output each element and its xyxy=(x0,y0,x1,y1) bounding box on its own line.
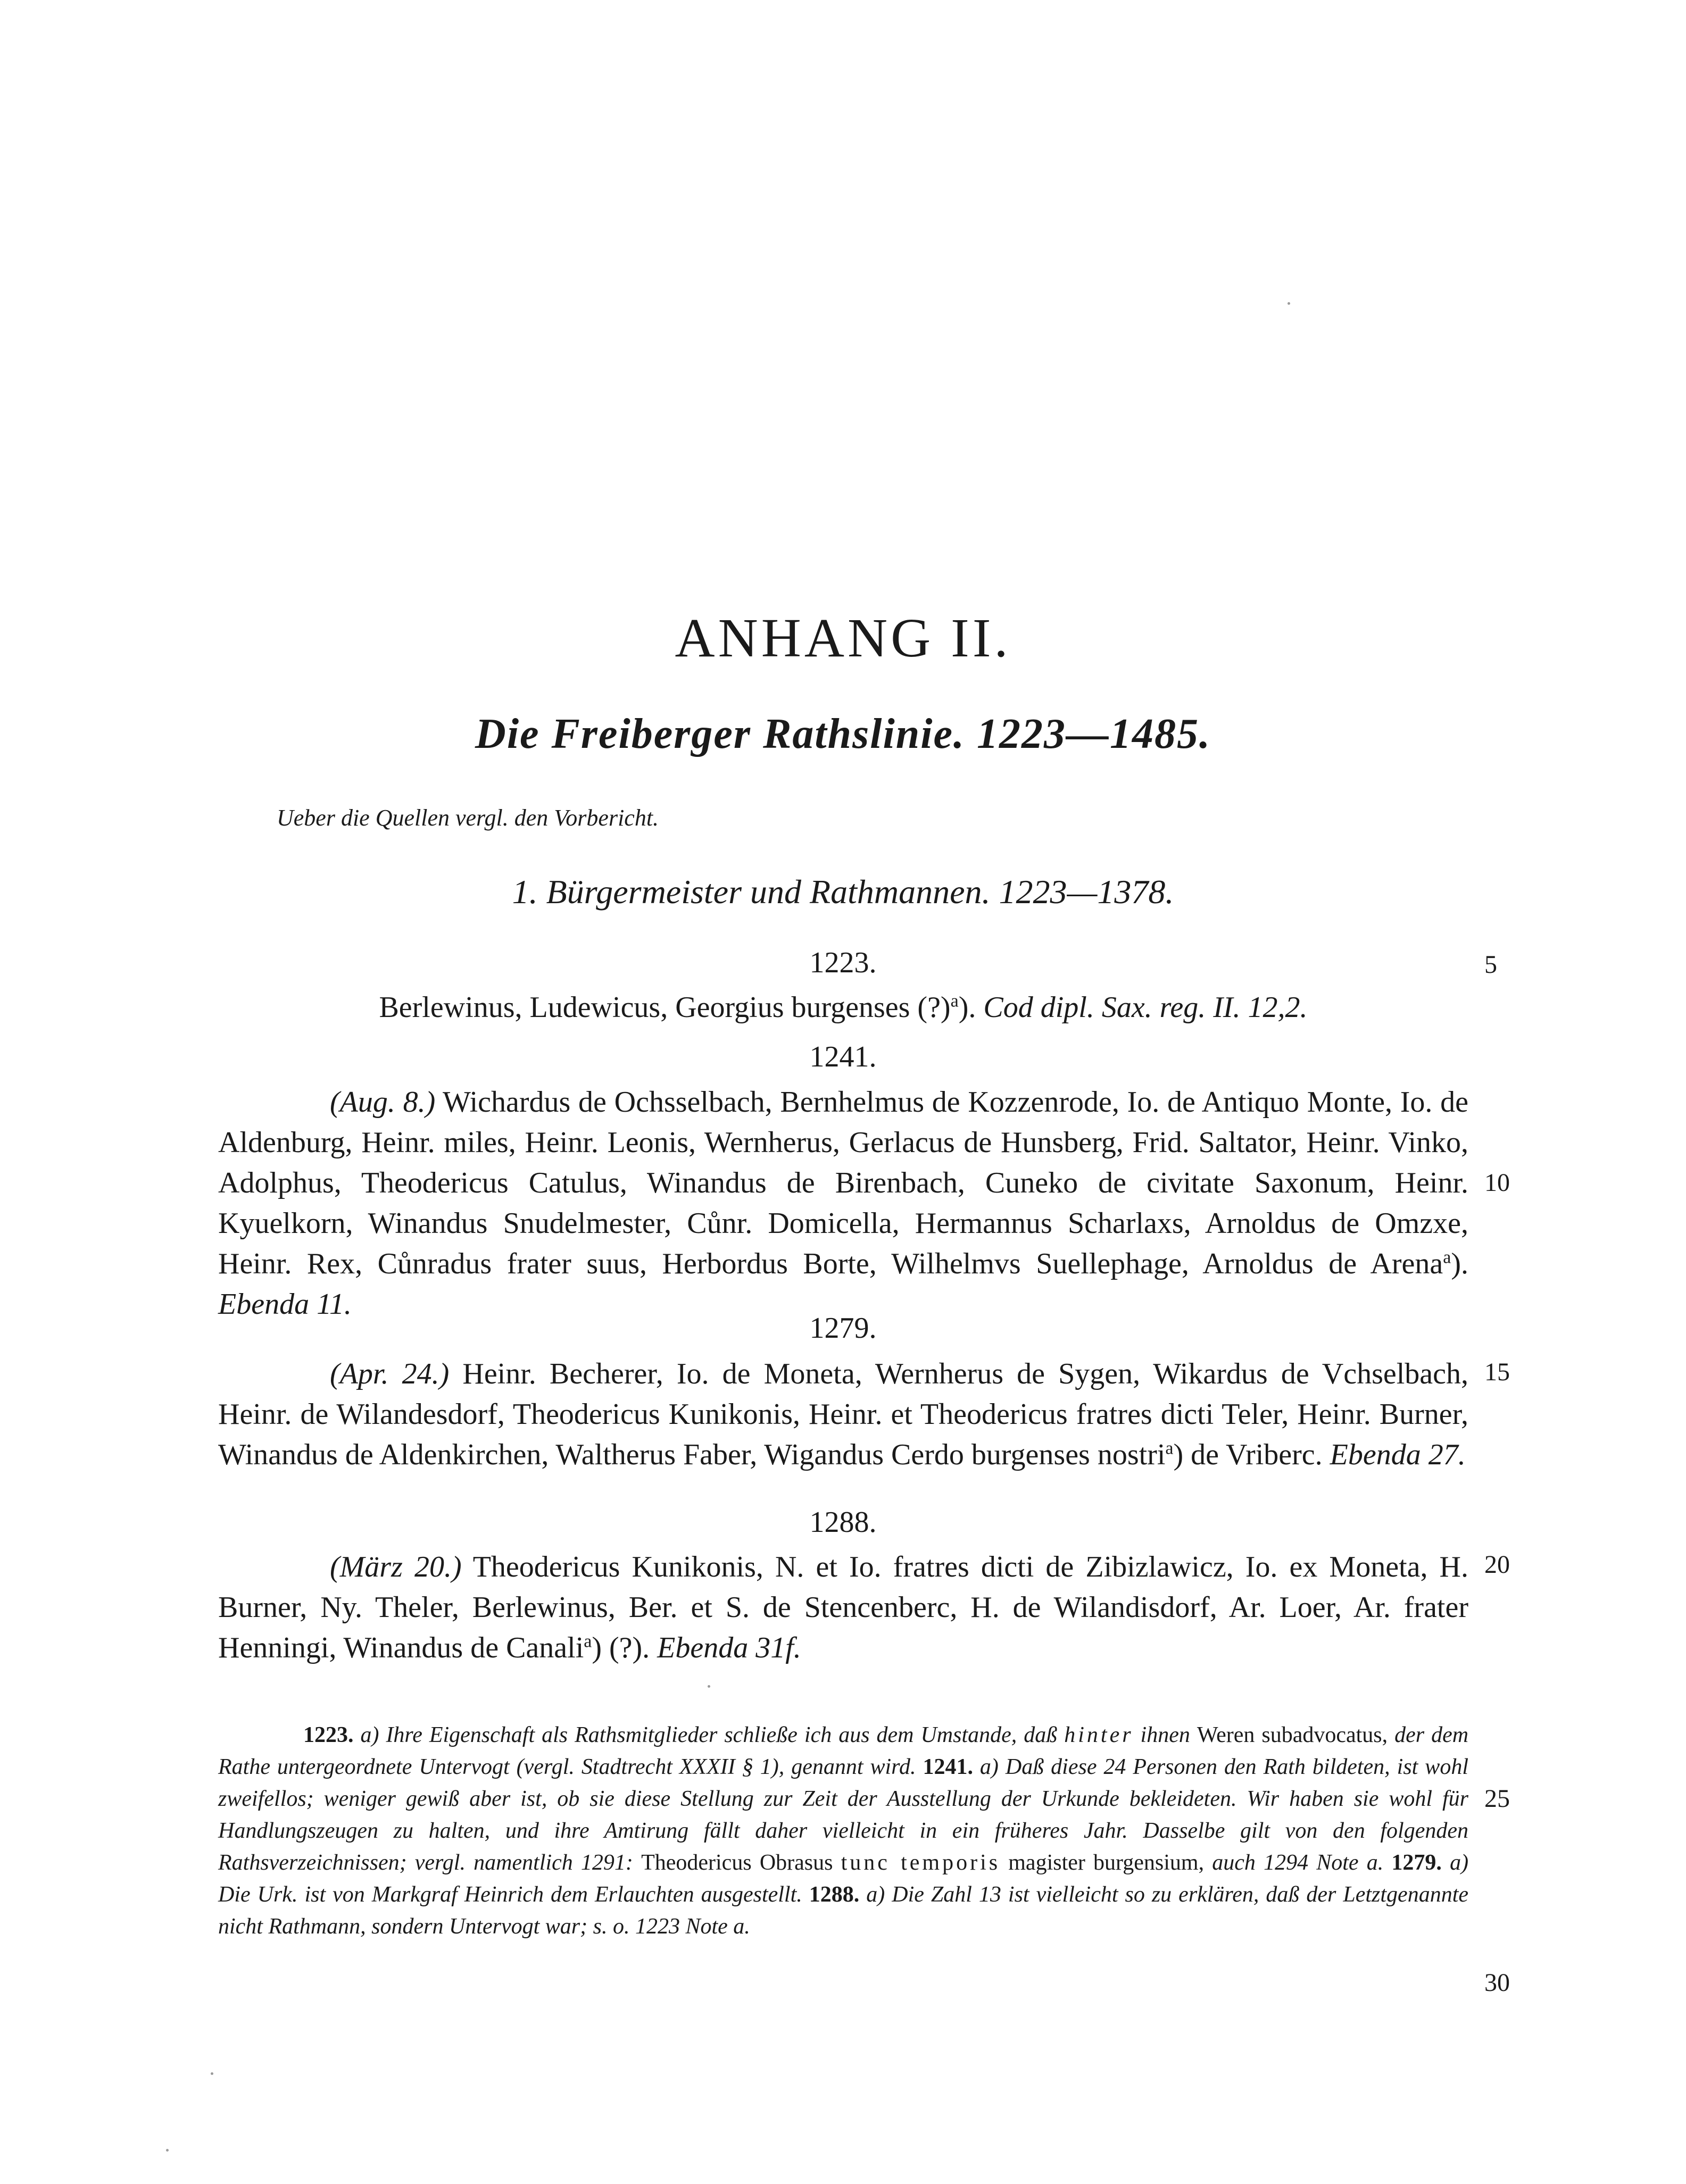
entry-1288 xyxy=(218,1547,1468,1668)
footnote-1223-quote: Weren subadvocatus, xyxy=(1197,1723,1388,1747)
footnote-1241-spaced: tunc temporis xyxy=(841,1850,1001,1875)
sources-note: Ueber die Quellen vergl. den Vorbericht. xyxy=(277,805,659,831)
entry-1279-text: Heinr. Becherer, Io. de Moneta, Wernherus de Sygen, Wikardus de Vchselbach, Heinr. de Wilandesdorf, Theodericus Kunikonis, Heinr. et Theodericus fratres dicti Teler, Heinr. Burner, Winandus de Aldenkirchen, Waltherus Faber, Wigandus Cerdo burgenses nostri xyxy=(218,1357,1469,1471)
entry-1241 xyxy=(218,1082,1468,1324)
footnote-1241-text-b: auch 1294 Note a. xyxy=(1212,1850,1384,1875)
footnote-1241-text: a) Daß diese 24 Personen den Rath bildeten, ist wohl zweifellos; weniger gewiß aber ist, ob sie diese Stellung zur Zeit der Ausstellung der Urkunde bekleideten. Wir haben sie wohl für Handlungszeugen zu halten, und ihre Amtirung fällt daher vielleicht in ein früheres Jahr. Dasselbe gilt von den folgenden Rathsverzeichnissen; vergl. namentlich 1291: xyxy=(218,1755,1468,1875)
entry-1223-tail: ). xyxy=(958,991,976,1024)
footnote-1279-text: a) Die Urk. ist von Markgraf Heinrich dem Erlauchten ausgestellt. xyxy=(218,1850,1469,1907)
year-heading-1279: 1279. xyxy=(809,1312,877,1345)
line-number: 25 xyxy=(1484,1785,1510,1813)
footnote-year-1241: 1241. xyxy=(923,1755,973,1779)
year-heading-1288: 1288. xyxy=(809,1506,877,1539)
entry-1288-text: Theodericus Kunikonis, N. et Io. fratres dicti de Zibizlawicz, Io. ex Moneta, H. Burner, Ny. Theler, Berlewinus, Ber. et S. de Stencenberc, H. de Wilandisdorf, Ar. Loer, Ar. frater Henningi, Winandus de Canali xyxy=(218,1551,1469,1664)
footnote-1223-text-b: ihnen xyxy=(1140,1723,1190,1747)
entry-1241-text: Wichardus de Ochsselbach, Bernhelmus de Kozzenrode, Io. de Antiquo Monte, Io. de Aldenburg, Heinr. miles, Heinr. Leonis, Wernherus, Gerlacus de Hunsberg, Frid. Saltator, Heinr. Vinko, Adolphus, Theodericus Catulus, Winandus de Birenbach, Cuneko de civitate Saxonum, Heinr. Kyuelkorn, Winandus Snudelmester, Cůnr. Domicella, Hermannus Scharlaxs, Arnoldus de Omzxe, Heinr. Rex, Cůnradus frater suus, Herbordus Borte, Wilhelmvs Suellephage, Arnoldus de Arena xyxy=(218,1086,1468,1280)
year-heading-1241: 1241. xyxy=(809,1040,877,1073)
entry-1279-source: Ebenda 27. xyxy=(1330,1438,1466,1471)
entry-1279 xyxy=(218,1354,1468,1475)
appendix-heading: ANHANG II. xyxy=(675,607,1011,669)
footnote-1288-text: a) Die Zahl 13 ist vielleicht so zu erklären, daß der Letztgenannte nicht Rathmann, sondern Untervogt war; s. o. 1223 Note a. xyxy=(218,1882,1469,1939)
entry-1288-date: (März 20.) xyxy=(330,1551,462,1583)
footnote-year-1288: 1288. xyxy=(809,1882,860,1907)
scan-speck xyxy=(211,2072,213,2075)
section-heading: 1. Bürgermeister und Rathmannen. 1223—1378. xyxy=(512,873,1174,911)
footnote-1223-emph: hinter xyxy=(1064,1723,1134,1747)
entry-1241-date: (Aug. 8.) xyxy=(330,1086,436,1119)
entry-1288-source: Ebenda 31f. xyxy=(657,1631,801,1664)
line-number: 10 xyxy=(1484,1169,1510,1197)
footnote-mark: a xyxy=(1165,1438,1174,1458)
year-heading-1223: 1223. xyxy=(809,946,877,979)
line-number: 15 xyxy=(1484,1358,1510,1386)
footnote-mark: a xyxy=(584,1631,592,1652)
line-number: 20 xyxy=(1484,1551,1510,1579)
entry-1223-source: Cod dipl. Sax. reg. II. 12,2. xyxy=(983,991,1308,1024)
scan-speck xyxy=(166,2149,169,2152)
footnote-1241-quote: Theodericus Obrasus xyxy=(641,1850,833,1875)
line-number: 30 xyxy=(1484,1969,1510,1997)
entry-1288-tail: ) (?). xyxy=(592,1631,650,1664)
entry-1279-tail: ) de Vriberc. xyxy=(1173,1438,1323,1471)
footnote-year-1223: 1223. xyxy=(303,1723,354,1747)
footnote-mark: a xyxy=(1443,1247,1451,1268)
footnote-1241-quote-b: magister burgensium, xyxy=(1008,1850,1205,1875)
entry-1223 xyxy=(218,987,1468,1028)
line-number: 5 xyxy=(1484,951,1497,979)
footnotes xyxy=(218,1719,1468,1943)
scan-speck xyxy=(708,1685,710,1688)
scan-speck xyxy=(1288,302,1290,305)
entry-1223-text: Berlewinus, Ludewicus, Georgius burgenses (?) xyxy=(379,991,951,1024)
entry-1279-date: (Apr. 24.) xyxy=(330,1357,450,1390)
entry-1241-source: Ebenda 11. xyxy=(218,1288,352,1321)
footnote-1223-text: a) Ihre Eigenschaft als Rathsmitglieder schließe ich aus dem Umstande, daß xyxy=(360,1723,1058,1747)
footnote-year-1279: 1279. xyxy=(1391,1850,1442,1875)
entry-1241-tail: ). xyxy=(1451,1247,1468,1280)
footnote-1223-text-c: der dem Rathe untergeordnete Untervogt (vergl. Stadtrecht XXXII § 1), genannt wird. xyxy=(218,1723,1469,1779)
document-title: Die Freiberger Rathslinie. 1223—1485. xyxy=(475,711,1211,757)
footnote-mark: a xyxy=(950,991,959,1011)
